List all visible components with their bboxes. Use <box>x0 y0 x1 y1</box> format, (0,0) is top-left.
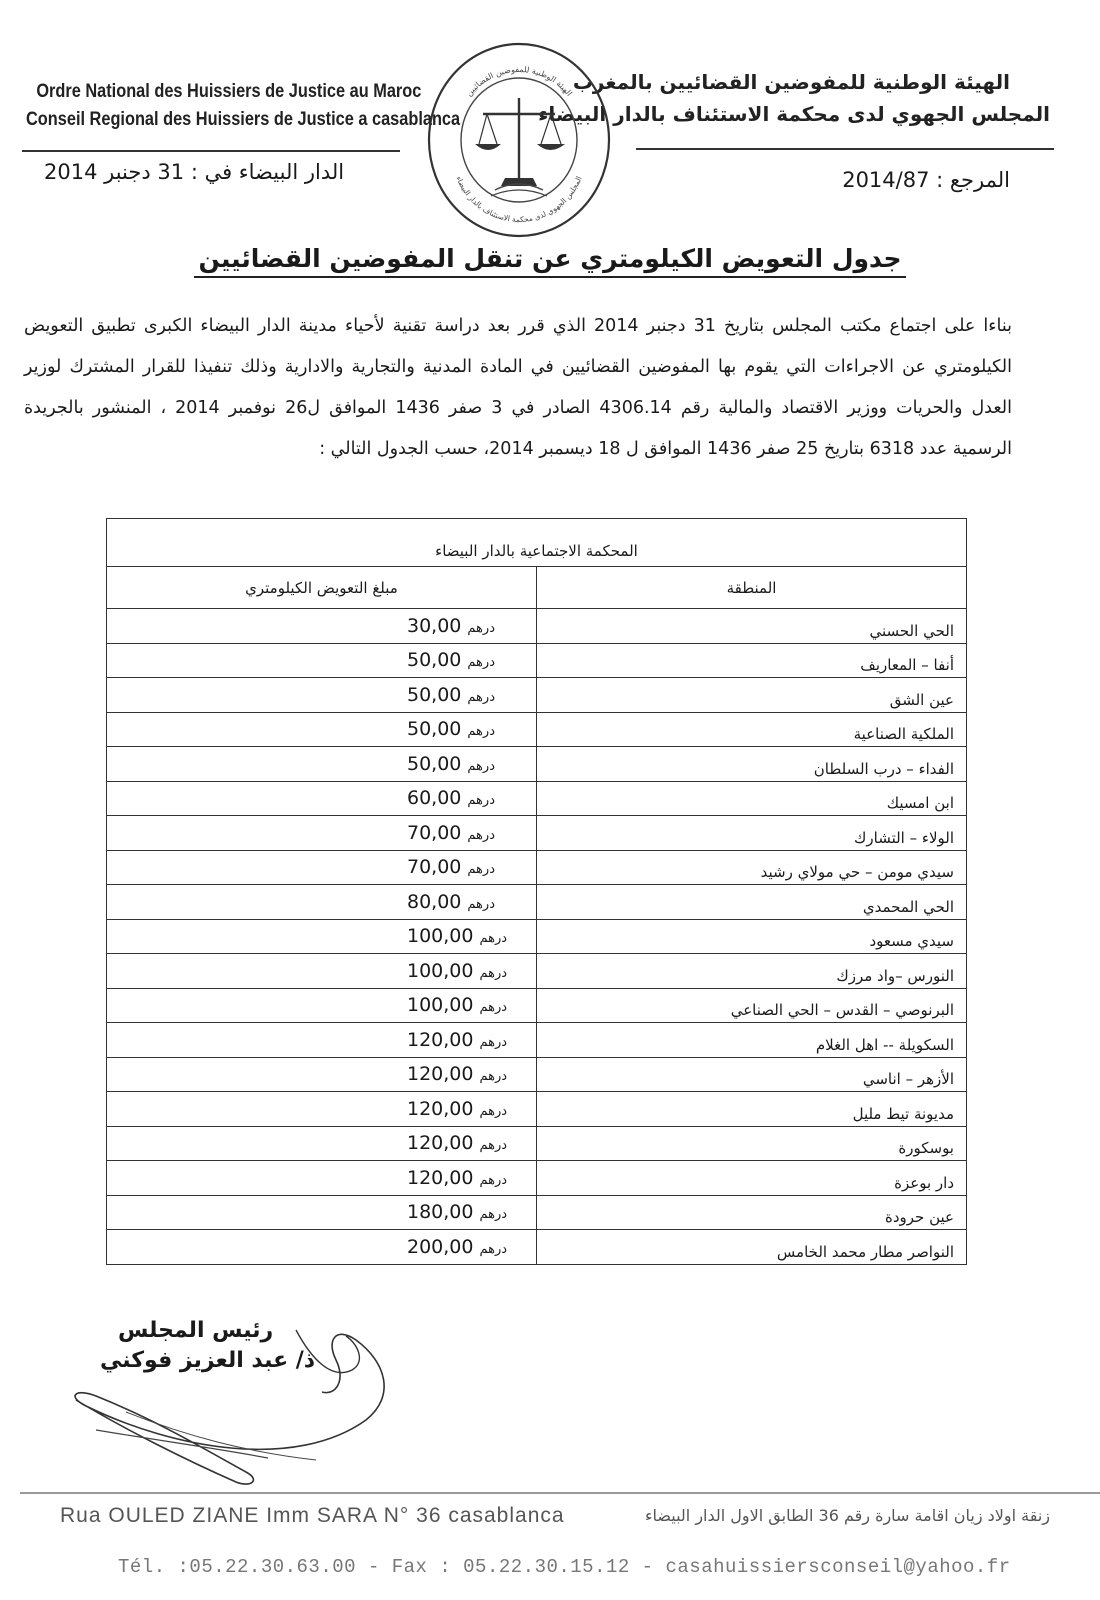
amount-cell <box>107 919 537 954</box>
amount-value: 180,00 <box>407 1201 474 1224</box>
amount-cell <box>107 747 537 782</box>
document-title <box>0 244 1100 273</box>
currency-label: درهم <box>467 827 495 843</box>
currency-label: درهم <box>467 689 495 705</box>
seal-text-bottom: المجلس الجهوي لدى محكمة الاستئناف بالدار البيضاء <box>454 174 584 225</box>
header-fr-line1: Ordre National des Huissiers de Justice au Maroc <box>36 81 422 102</box>
header-ar-line1: الهيئة الوطنية للمفوضين القضائيين بالمغرب <box>572 70 1010 94</box>
table-row <box>107 816 967 851</box>
amount-value: 100,00 <box>407 959 474 982</box>
currency-label: درهم <box>479 1034 508 1050</box>
body-paragraph: بناءا على اجتماع مكتب المجلس بتاريخ 31 دجنبر 2014 الذي قرر بعد دراسة تقنية لأحياء مدينة الدار البيضاء الكبرى تطبيق التعويض الكيلومتري عن الاجراءات التي يقوم بها المفوضين القضائيين في المادة المدنية والتجارية والادارية وذلك تنفيذا للقرار المشترك لوزير العدل والحريات ووزير الاقتصاد والمالية رقم 4306.14 الصادر في 3 صفر 1436 الموافق ل26 نوفمبر 2014 ، المنشور بالجريدة الرسمية عدد 6318 بتاريخ 25 صفر 1436 الموافق ل 18 ديسمبر 2014، حسب الجدول التالي : <box>24 316 1012 459</box>
zone-cell: مديونة تيط مليل <box>537 1092 967 1127</box>
document-reference: المرجع : 2014/87 <box>842 168 1010 192</box>
amount-cell <box>107 1126 537 1161</box>
amount-value: 50,00 <box>407 649 462 672</box>
table-row <box>107 712 967 747</box>
zone-cell: البرنوصي – القدس – الحي الصناعي <box>537 988 967 1023</box>
currency-label: درهم <box>467 655 495 671</box>
document-title-text: جدول التعويض الكيلومتري عن تنقل المفوضين القضائيين <box>194 244 905 278</box>
amount-cell <box>107 643 537 678</box>
zone-cell: الولاء – التشارك <box>537 816 967 851</box>
amount-value: 70,00 <box>407 856 462 879</box>
amount-cell <box>107 712 537 747</box>
currency-label: درهم <box>479 1138 508 1154</box>
amount-value: 200,00 <box>407 1235 474 1258</box>
zone-cell: السكويلة -- اهل الغلام <box>537 1023 967 1058</box>
zone-cell: سيدي مسعود <box>537 919 967 954</box>
zone-cell: عين الشق <box>537 678 967 713</box>
seal-text-top: الهيئة الوطنية للمفوضين القضائيين <box>464 64 574 98</box>
zone-cell: ابن امسيك <box>537 781 967 816</box>
currency-label: درهم <box>479 1069 508 1085</box>
currency-label: درهم <box>467 758 495 774</box>
zone-cell: أنفا – المعاريف <box>537 643 967 678</box>
currency-label: درهم <box>467 724 495 740</box>
footer-address-fr: Rua OULED ZIANE Imm SARA N° 36 casablanca <box>60 1504 565 1527</box>
zone-cell: النورس –واد مرزك <box>537 954 967 989</box>
currency-label: درهم <box>479 1207 508 1223</box>
header-ar-line2: المجلس الجهوي لدى محكمة الاستئناف بالدار البيضاء <box>538 102 1050 126</box>
zone-cell: سيدي مومن – حي مولاي رشيد <box>537 850 967 885</box>
zone-cell: الحي الحسني <box>537 609 967 644</box>
footer-contact: Tél. :05.22.30.63.00 - Fax : 05.22.30.15.12 - casahuissiersconseil@yahoo.fr <box>118 1556 1011 1578</box>
table-row <box>107 1092 967 1127</box>
table-row <box>107 781 967 816</box>
council-seal-icon <box>425 40 613 240</box>
signatory-title: رئيس المجلس <box>118 1318 274 1343</box>
table-row <box>107 1023 967 1058</box>
table-row <box>107 678 967 713</box>
table-row <box>107 1230 967 1265</box>
amount-cell <box>107 1195 537 1230</box>
amount-cell <box>107 781 537 816</box>
zone-cell: النواصر مطار محمد الخامس <box>537 1230 967 1265</box>
table-row <box>107 919 967 954</box>
currency-label: درهم <box>479 965 508 981</box>
header-french <box>26 78 461 134</box>
amount-value: 50,00 <box>407 752 462 775</box>
table-row <box>107 643 967 678</box>
column-header-amount: مبلغ التعويض الكيلومتري <box>107 567 537 609</box>
table-row <box>107 1057 967 1092</box>
table-row <box>107 1161 967 1196</box>
amount-value: 120,00 <box>407 1132 474 1155</box>
zone-cell: عين حرودة <box>537 1195 967 1230</box>
amount-value: 120,00 <box>407 1028 474 1051</box>
compensation-table <box>106 518 967 1265</box>
zone-cell: بوسكورة <box>537 1126 967 1161</box>
header-arabic <box>538 66 1050 130</box>
table-row <box>107 1126 967 1161</box>
amount-cell <box>107 816 537 851</box>
amount-value: 50,00 <box>407 683 462 706</box>
amount-cell <box>107 1092 537 1127</box>
amount-cell <box>107 954 537 989</box>
footer-address-ar: زنقة اولاد زيان اقامة سارة رقم 36 الطابق الاول الدار البيضاء <box>644 1506 1050 1525</box>
currency-label: درهم <box>467 896 495 912</box>
amount-cell <box>107 850 537 885</box>
amount-cell <box>107 988 537 1023</box>
amount-value: 30,00 <box>407 614 462 637</box>
amount-cell <box>107 1161 537 1196</box>
amount-cell <box>107 1230 537 1265</box>
amount-value: 60,00 <box>407 787 462 810</box>
zone-cell: الفداء – درب السلطان <box>537 747 967 782</box>
table-row <box>107 954 967 989</box>
table-row <box>107 850 967 885</box>
amount-value: 100,00 <box>407 925 474 948</box>
header-rule-left <box>22 150 400 152</box>
amount-value: 120,00 <box>407 1166 474 1189</box>
table-row <box>107 1195 967 1230</box>
currency-label: درهم <box>467 620 495 636</box>
table-caption: المحكمة الاجتماعية بالدار البيضاء <box>107 519 967 567</box>
table-row <box>107 988 967 1023</box>
amount-value: 50,00 <box>407 718 462 741</box>
amount-value: 100,00 <box>407 994 474 1017</box>
currency-label: درهم <box>467 793 495 809</box>
footer-rule <box>20 1492 1100 1494</box>
currency-label: درهم <box>479 1241 508 1257</box>
currency-label: درهم <box>479 931 508 947</box>
zone-cell: الحي المحمدي <box>537 885 967 920</box>
currency-label: درهم <box>479 1172 508 1188</box>
table-row <box>107 609 967 644</box>
currency-label: درهم <box>479 1000 508 1016</box>
signatory-name: ذ/ عبد العزيز فوكني <box>100 1348 316 1373</box>
header-fr-line2: Conseil Regional des Huissiers de Justice a casablanca <box>26 109 461 130</box>
zone-cell: دار بوعزة <box>537 1161 967 1196</box>
currency-label: درهم <box>479 1103 508 1119</box>
amount-value: 120,00 <box>407 1097 474 1120</box>
amount-value: 120,00 <box>407 1063 474 1086</box>
amount-value: 80,00 <box>407 890 462 913</box>
amount-value: 70,00 <box>407 821 462 844</box>
currency-label: درهم <box>467 862 495 878</box>
zone-cell: الأزهر – اناسي <box>537 1057 967 1092</box>
header-rule-right <box>636 148 1054 150</box>
amount-cell <box>107 1023 537 1058</box>
document-date: الدار البيضاء في : 31 دجنبر 2014 <box>44 160 345 184</box>
table-row <box>107 885 967 920</box>
amount-cell <box>107 885 537 920</box>
table-row <box>107 747 967 782</box>
amount-cell <box>107 1057 537 1092</box>
amount-cell <box>107 678 537 713</box>
zone-cell: الملكية الصناعية <box>537 712 967 747</box>
column-header-zone: المنطقة <box>537 567 967 609</box>
amount-cell <box>107 609 537 644</box>
